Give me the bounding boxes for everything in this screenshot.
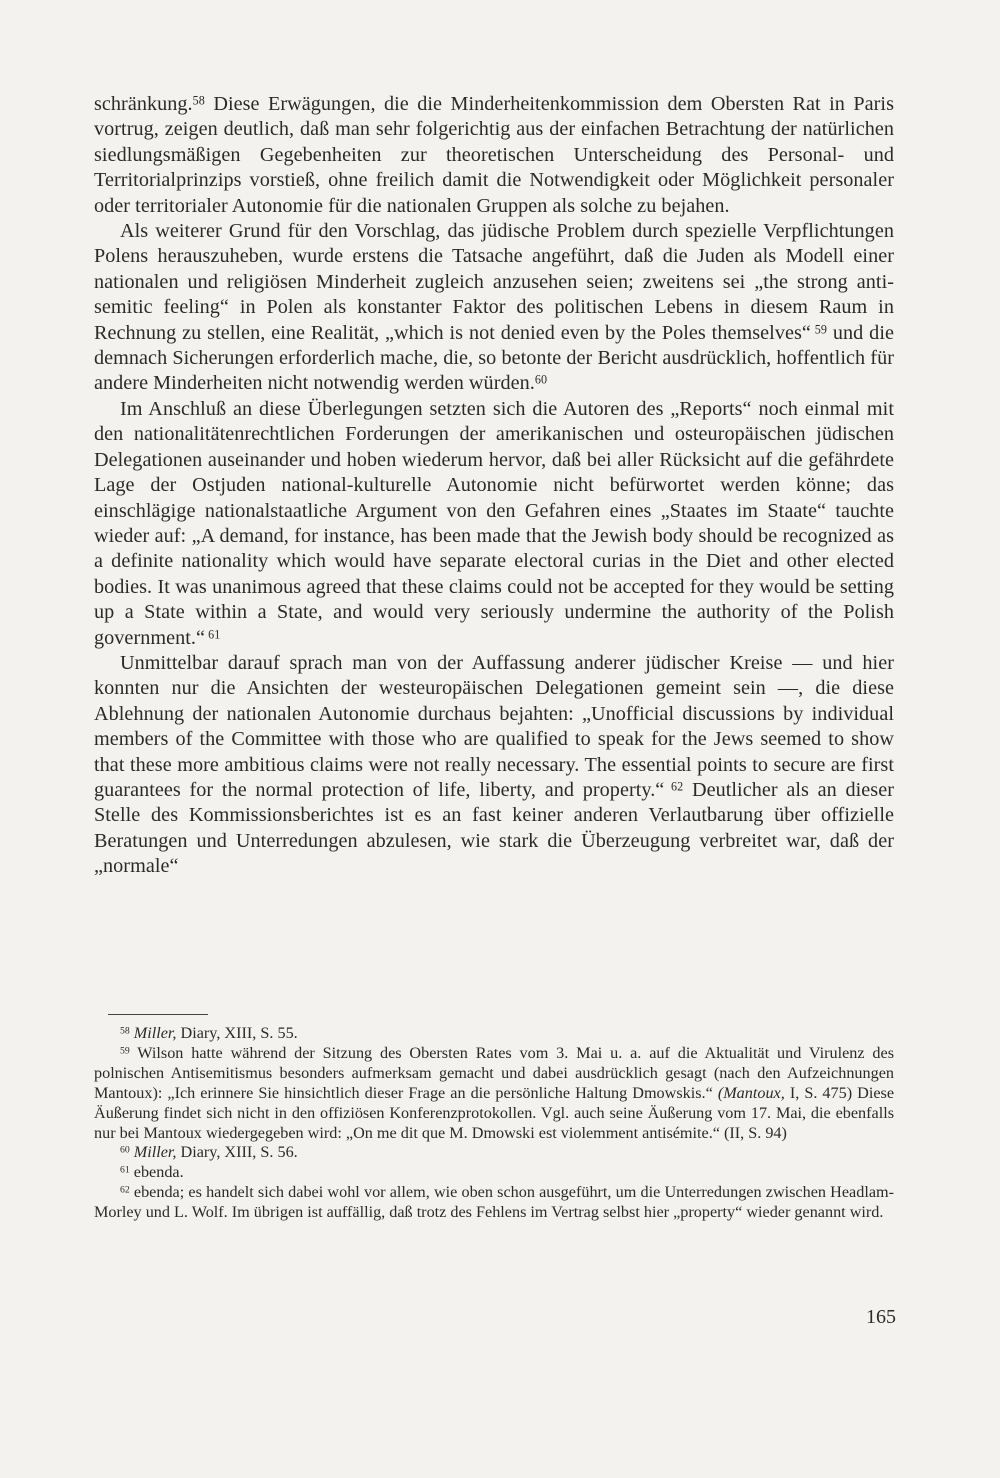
footnote <box>94 1044 894 1144</box>
text-run: Deutlicher als an dieser Stelle des Kommissionsberichtes ist es an fast keiner anderen Verlautbarung über offizielle Beratungen und Unterredungen abzulesen, wie stark die Überzeugung verbreitet war, daß der „normale“ <box>94 778 894 878</box>
footnote-marker: 62 <box>120 1184 130 1196</box>
italic-text: Miller, <box>133 1143 177 1162</box>
paragraph <box>94 651 894 880</box>
footnote <box>94 1024 894 1044</box>
main-text <box>94 92 894 880</box>
page-number: 165 <box>866 1306 896 1328</box>
paragraph <box>94 92 894 219</box>
footnote-marker: 61 <box>120 1164 130 1176</box>
text-run: Diary, XIII, S. 56. <box>176 1143 298 1162</box>
text-run: Im Anschluß an diese Überlegungen setzten sich die Autoren des „Reports“ noch einmal mit den nationalitätenrechtlichen Forderungen der amerikanischen und osteuropäischen jüdischen Delegationen auseinander und hoben wiederum hervor, daß bei aller Rücksicht auf die gefährdete Lage der Ostjuden national-kulturelle Autonomie nicht befürwortet werden könne; das einschlägige nationalstaatliche Argument von den Gefahren eines „Staates im Staate“ tauchte wieder auf: „A demand, for instance, has been made that the Jewish body should be recognized as a definite nationality which would have separate electoral curias in the Diet and other elected bodies. It was unanimous agreed that these claims could not be accepted for they would be setting up a State within a State, and would very seriously undermine the authority of the Polish government.“ <box>94 397 894 649</box>
text-run: ebenda; es handelt sich dabei wohl vor allem, wie oben schon ausgeführt, um die Unterredungen zwischen Headlam-Morley und L. Wolf. Im übrigen ist auffällig, daß trotz des Fehlens im Vertrag selbst hier „property“ wieder genannt wird. <box>94 1183 894 1222</box>
italic-text: Miller, <box>133 1024 177 1042</box>
paragraph <box>94 219 894 397</box>
footnote-marker: 60 <box>120 1145 130 1157</box>
text-run: Diese Erwägungen, die die Minderheitenkommission dem Obersten Rat in Paris vortrug, zeigen deutlich, daß man sehr folgerichtig aus der einfachen Betrachtung der natürlichen siedlungsmäßigen Gegebenheiten zur theoretischen Unterscheidung des Personal- und Territorialprinzips vorstieß, ohne freilich damit die Notwendigkeit oder Möglichkeit personaler oder territorialer Autonomie für die nationalen Gruppen als solche zu bejahen. <box>94 93 894 217</box>
text-run: Als weiterer Grund für den Vorschlag, das jüdische Problem durch spezielle Verpflichtungen Polens herauszuheben, wurde erstens die Tatsache angeführt, daß die Juden als Modell einer nationalen und religiösen Minderheit zugleich anzusehen seien; zweitens sei „the strong anti-semitic feeling“ in Polen als konstanter Faktor des politischen Lebens in diesem Raum in Rechnung zu stellen, eine Realität, „which is not denied even by the Poles themselves“ <box>94 220 894 344</box>
footnote-marker: 59 <box>810 322 827 337</box>
footnote-marker: 59 <box>120 1045 130 1057</box>
footnote-divider <box>108 1014 208 1015</box>
text-run: ebenda. <box>129 1163 184 1182</box>
paragraph <box>94 397 894 651</box>
footnote <box>94 1183 894 1223</box>
footnote-marker: 61 <box>205 627 221 642</box>
text-run: Unmittelbar darauf sprach man von der Auffassung anderer jüdischer Kreise — und hier konnten nur die Ansichten der westeuropäischen Delegationen gemeint sein —, die diese Ablehnung der nationalen Autonomie durchaus bejahten: „Unofficial discussions by individual members of the Committee with those who are qualified to speak for the Jews seemed to show that these more ambitious claims were not really necessary. The essential points to secure are first guarantees for the normal protection of life, liberty, and property.“ <box>94 651 894 801</box>
footnote-marker: 58 <box>120 1025 130 1037</box>
italic-text: (Mantoux, <box>717 1083 785 1102</box>
text-run: und die demnach Sicherungen erforderlich mache, die, so betonte der Bericht ausdrücklich, hoffentlich für andere Minderheiten nicht notwendig werden würden. <box>94 321 894 395</box>
footnote-marker: 58 <box>192 93 205 108</box>
text-run: Wilson hatte während der Sitzung des Obersten Rates vom 3. Mai u. a. auf die Aktualität und Virulenz des polnischen Antisemitismus besonders aufmerksam gemacht und dabei ausdrücklich gesagt (nach den Aufzeichnungen Mantoux): „Ich erinnere Sie hinsichtlich dieser Frage an die persönliche Haltung Dmowskis.“ <box>94 1043 894 1102</box>
footnote <box>94 1143 894 1163</box>
footnotes <box>94 1024 894 1223</box>
footnote <box>94 1163 894 1183</box>
text-run: schränkung. <box>94 93 193 115</box>
text-run: Diary, XIII, S. 55. <box>176 1024 298 1042</box>
footnote-marker: 62 <box>664 779 684 794</box>
text-run: I, S. 475) Diese Äußerung findet sich nicht in den offiziösen Konferenzprotokollen. Vgl. auch seine Äußerung vom 17. Mai, die ebenfalls nur bei Mantoux wiedergegeben wird: „On me dit que M. Dmowski est violemment antisémite.“ (II, S. 94) <box>94 1083 894 1142</box>
footnote-marker: 60 <box>534 373 548 388</box>
